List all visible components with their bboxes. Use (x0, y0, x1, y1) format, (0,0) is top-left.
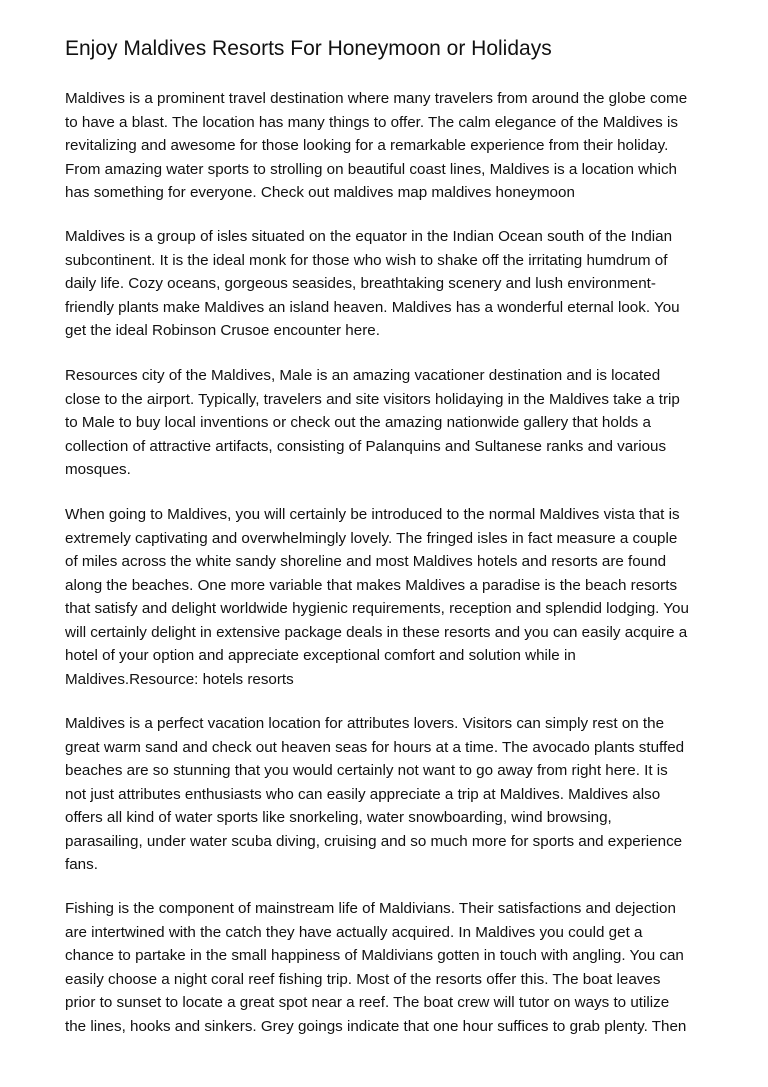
paragraph-line: to Male to buy local inventions or check out the amazing nationwide gallery that holds a (65, 414, 651, 431)
paragraph-line: From amazing water sports to strolling on beautiful coast lines, Maldives is a location which (65, 160, 677, 178)
paragraph-1 (65, 87, 687, 205)
document-title: Enjoy Maldives Resorts For Honeymoon or Holidays (65, 37, 552, 60)
paragraph-line: beaches are so stunning that you would certainly not want to go away from right here. It is (65, 762, 668, 779)
paragraph-line: daily life. Cozy oceans, gorgeous seasides, breathtaking scenery and lush environment- (65, 275, 656, 292)
paragraph-line: friendly plants make Maldives an island heaven. Maldives has a wonderful eternal look. You (65, 298, 680, 316)
paragraph-4 (65, 503, 689, 691)
paragraph-line: Maldives.Resource: hotels resorts (65, 670, 294, 688)
paragraph-line: When going to Maldives, you will certainly be introduced to the normal Maldives vista that is (65, 506, 680, 523)
paragraph-line: subcontinent. It is the ideal monk for those who wish to shake off the irritating humdrum of (65, 251, 668, 269)
paragraph-line: Maldives is a prominent travel destination where many travelers from around the globe come (65, 90, 688, 107)
paragraph-line: of miles across the white sandy shoreline and most Maldives hotels and resorts are found (65, 553, 667, 570)
paragraph-line: Maldives is a perfect vacation location for attributes lovers. Visitors can simply rest on the (65, 715, 665, 732)
paragraph-line: close to the airport. Typically, travelers and site visitors holidaying in the Maldives take a trip (65, 390, 680, 408)
paragraph-line: great warm sand and check out heaven seas for hours at a time. The avocado plants stuffed (65, 738, 685, 756)
paragraph-line: extremely captivating and overwhelmingly lovely. The fringed isles in fact measure a couple (65, 529, 678, 547)
paragraph-line: offers all kind of water sports like snorkeling, water snowboarding, wind browsing, (65, 809, 612, 826)
paragraph-line: hotel of your option and appreciate exceptional comfort and solution while in (65, 647, 576, 664)
paragraph-line: collection of attractive artifacts, consisting of Palanquins and Sultanese ranks and various (65, 437, 667, 455)
paragraph-line: Resources city of the Maldives, Male is an amazing vacationer destination and is located (65, 367, 661, 384)
paragraph-line: fans. (65, 856, 98, 873)
paragraph-3 (65, 364, 680, 482)
paragraph-5 (65, 712, 684, 877)
paragraph-line: not just attributes enthusiasts who can easily appreciate a trip at Maldives. Maldives also (65, 785, 661, 803)
paragraph-line: will certainly delight in extensive package deals in these resorts and you can easily acquire a (65, 623, 688, 641)
paragraph-line: revitalizing and awesome for those looking for a remarkable experience from their holiday. (65, 137, 669, 154)
paragraph-2 (65, 225, 680, 343)
paragraph-6 (65, 897, 686, 1038)
paragraph-line: the lines, hooks and sinkers. Grey goings indicate that one hour suffices to grab plenty. Then (65, 1017, 687, 1035)
paragraph-line: that satisfy and delight worldwide hygienic requirements, reception and splendid lodging. You (65, 600, 689, 617)
paragraph-line: has something for everyone. Check out maldives map maldives honeymoon (65, 184, 575, 201)
paragraph-line: mosques. (65, 461, 131, 478)
paragraph-line: parasailing, under water scuba diving, cruising and so much more for sports and experience (65, 832, 683, 850)
paragraph-line: easily choose a night coral reef fishing trip. Most of the resorts offer this. The boat leaves (65, 970, 661, 988)
paragraph-line: Maldives is a group of isles situated on the equator in the Indian Ocean south of the Indian (65, 228, 673, 245)
paragraph-line: get the ideal Robinson Crusoe encounter here. (65, 322, 380, 339)
paragraph-line: prior to sunset to locate a great spot near a reef. The boat crew will tutor on ways to utilize (65, 994, 670, 1011)
paragraph-line: to have a blast. The location has many things to offer. The calm elegance of the Maldives is (65, 113, 678, 131)
paragraph-line: along the beaches. One more variable that makes Maldives a paradise is the beach resorts (65, 576, 678, 594)
paragraph-line: Fishing is the component of mainstream life of Maldivians. Their satisfactions and dejection (65, 900, 676, 917)
paragraph-line: chance to partake in the small happiness of Maldivians gotten in touch with angling. You can (65, 947, 684, 964)
paragraph-line: are intertwined with the catch they have actually acquired. In Maldives you could get a (65, 923, 643, 941)
